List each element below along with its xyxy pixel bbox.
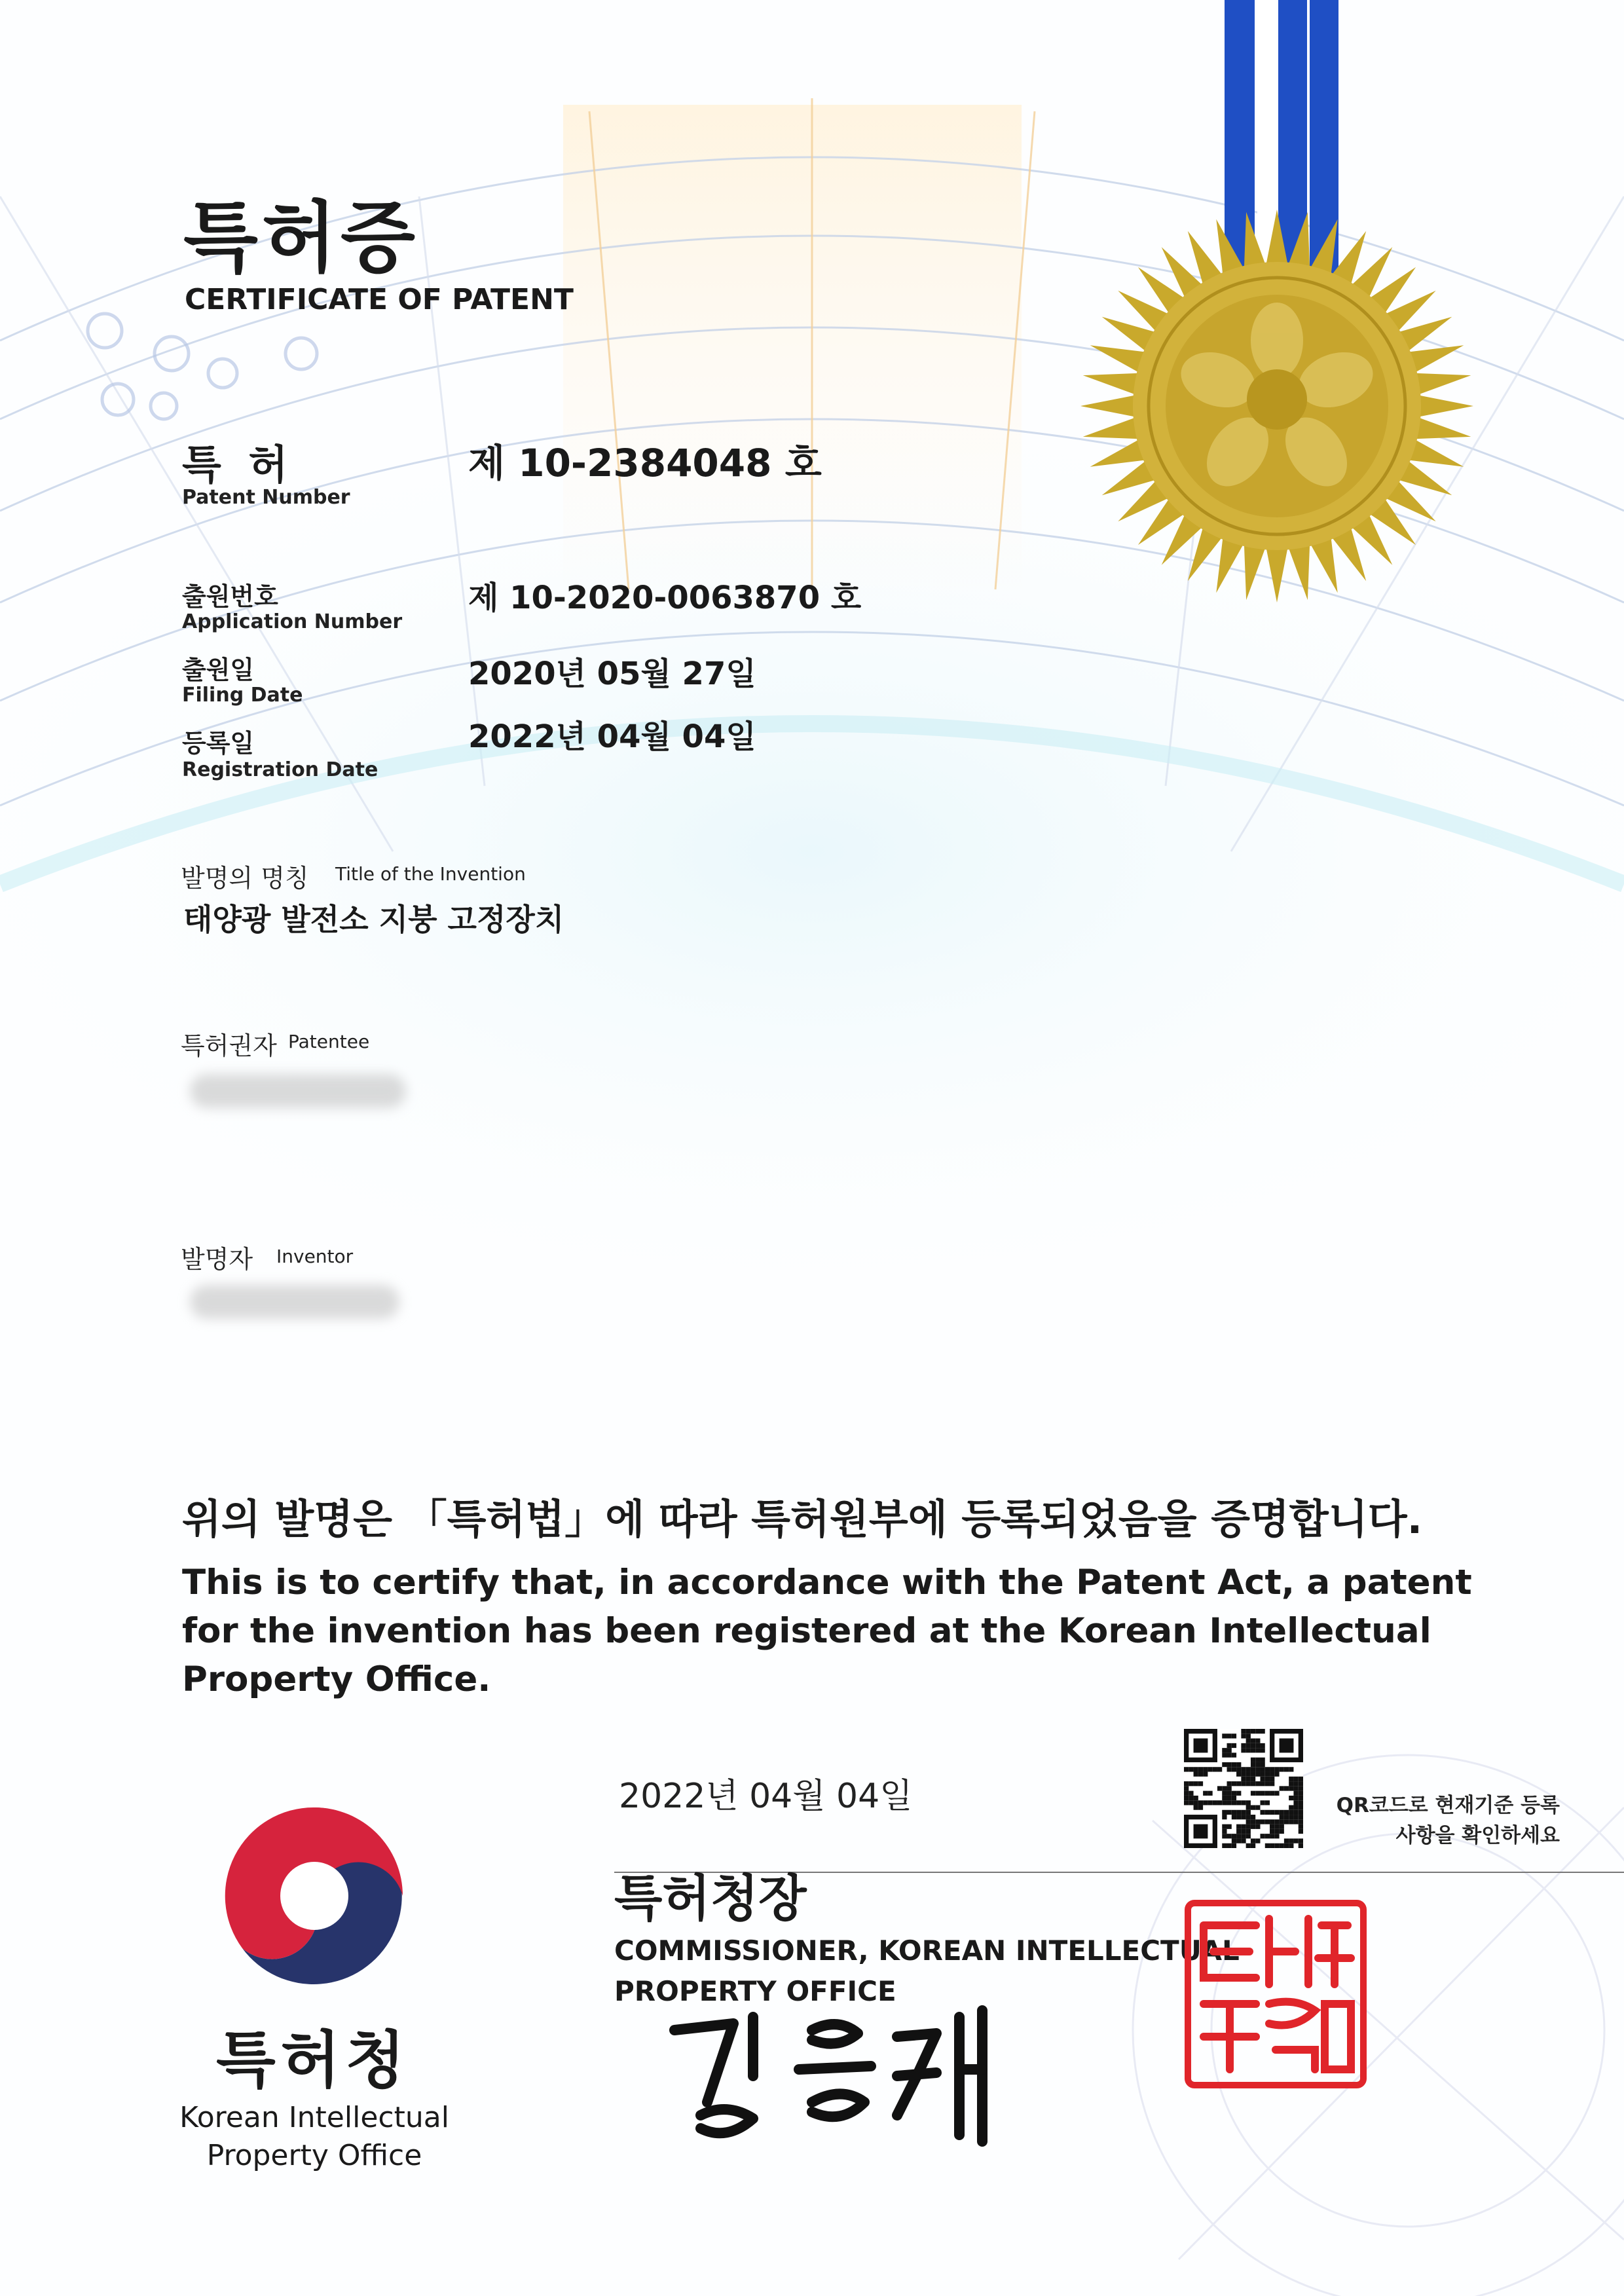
statement-ko: 위의 발명은 「특허법」에 따라 특허원부에 등록되었음을 증명합니다.: [182, 1495, 1423, 1543]
statement-en: This is to certify that, in accordance with the Patent Act, a patent for the invention has been registered at the Korean Intellectual Property Office.: [182, 1563, 1472, 1699]
registration-date-value: 2022년 04월 04일: [468, 718, 756, 755]
taeguk-emblem-icon: [216, 1798, 413, 1994]
gold-seal-icon: [1074, 203, 1480, 609]
inventor-label-ko: 발명자: [181, 1245, 253, 1274]
patentee-redacted: [190, 1074, 406, 1108]
commissioner-title-en: COMMISSIONER, KOREAN INTELLECTUAL PROPERTY OFFICE: [614, 1935, 1240, 2007]
patent-number-value: 제 10-2384048 호: [468, 441, 822, 485]
invention-label-ko: 발명의 명칭: [181, 864, 309, 893]
invention-title: 태양광 발전소 지붕 고정장치: [183, 902, 564, 937]
registration-date-label-en: Registration Date: [182, 758, 378, 781]
certificate-title-ko: 특허증: [183, 193, 419, 283]
patent-number-label-en: Patent Number: [182, 486, 350, 509]
signature-icon: [661, 2004, 1002, 2148]
office-name-ko: 특허청: [216, 2025, 411, 2096]
filing-date-label-ko: 출원일: [182, 656, 255, 684]
office-name-en: Korean Intellectual Property Office: [179, 2101, 449, 2172]
official-seal-icon: [1184, 1899, 1367, 2089]
registration-date-label-ko: 등록일: [182, 729, 255, 758]
application-number-label-en: Application Number: [182, 610, 403, 633]
patent-number-label-ko: 특 허: [182, 441, 295, 489]
application-number-label-ko: 출원번호: [182, 582, 278, 611]
filing-date-label-en: Filing Date: [182, 684, 303, 707]
inventor-label-en: Inventor: [276, 1246, 354, 1267]
invention-label-en: Title of the Invention: [335, 863, 526, 885]
issue-date: 2022년 04월 04일: [619, 1777, 913, 1816]
filing-date-value: 2020년 05월 27일: [468, 656, 756, 692]
qr-note: QR코드로 현재기준 등록사항을 확인하세요: [1336, 1794, 1560, 1847]
certificate-title-en: CERTIFICATE OF PATENT: [185, 283, 574, 316]
patentee-label-en: Patentee: [288, 1031, 370, 1052]
inventor-redacted: [190, 1285, 399, 1319]
patentee-label-ko: 특허권자: [181, 1031, 277, 1060]
commissioner-title-ko: 특허청장: [614, 1869, 807, 1927]
application-number-value: 제 10-2020-0063870 호: [468, 580, 862, 616]
qr-code-icon[interactable]: [1184, 1729, 1303, 1848]
